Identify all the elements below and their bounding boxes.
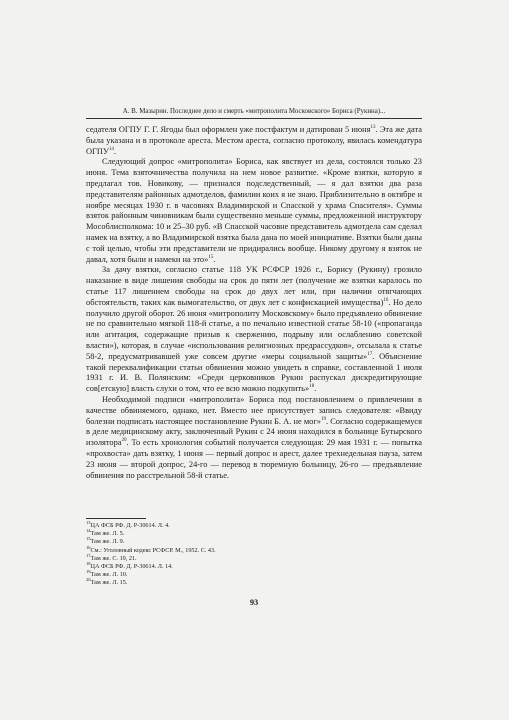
body-paragraph [86,157,422,265]
footnote-item [86,519,422,530]
footnote-item [86,530,422,538]
footnote-text: Там же. Л. 9. [90,538,125,546]
footnote-marker: 13 [370,125,376,131]
page-number: 93 [249,598,259,607]
paragraph-text: . Согласно содержащемуся в деле медицинскому акту, заключенный Рукин с 24 июня находился в больнице Бутырского изолятора [86,416,422,448]
body-paragraph [86,125,422,157]
footnote-item [86,552,422,563]
body-paragraph [86,265,422,395]
footnote-number: 13 [86,519,91,525]
footnote-number: 20 [86,577,91,583]
paragraph-text: Следующий допрос «митрополита» Бориса, как явствует из дела, состоялся только 23 июня. Тема взяточничества получила на нем новое развитие. «Кроме взятки, которую я предлагал тов. Новикову, — признался подследственный, — я дал взятки два раза представителям районных адмотделов, фамилии коих я не знаю. Приблизительно в октябре и ноябре месяцах 1930 г. в часовнях Владимирской и Спасской у храма Спасителя». Суммы взяток районным чиновникам были существенно меньше суммы, предложенной инструктору Мособлисполкома: 10 и 25–30 руб. «В Спасской часовне представитель адмотдела сам сделал намек на взятку, а во Владимирской взятка была дана по моей инициативе. Взятки были даны с той целью, чтобы эти представители не придирались вообще. Никому другому я взяток не давал, хотя были и намеки на это» [86,157,422,264]
footnote-text: Там же. Л. 15. [90,579,128,587]
footnote-separator [86,518,146,519]
footnote-number: 19 [86,569,91,575]
header-rule [86,118,422,119]
footnote-item [86,579,422,587]
footnote-item [86,538,422,546]
article-body [86,125,422,481]
paragraph-text: За дачу взятки, согласно статье 118 УК РСФСР 1926 г., Борису (Рукину) грозило наказание в виде лишения свободы на срок до пяти лет (получение же взятки каралось по статье 117 лишением свободы на срок до двух лет или, при наличии отягчающих обстоятельств, таких как вымогательство, от двух лет с конфискацией имущества) [86,265,422,307]
footnotes [86,519,422,588]
footnote-item [86,571,422,579]
footnote-number: 15 [86,536,91,542]
footnote-marker: 15 [208,254,214,260]
footnote-marker: 19 [320,416,326,422]
footnote-number: 14 [86,528,91,534]
footnote-text: ЦА ФСБ РФ. Д. Р-30614. Л. 14. [90,563,173,571]
footnote-text: Там же. С. 19, 21. [90,554,137,562]
paragraph-text: Необходимой подписи «митрополита» Бориса под постановлением о привлечении в качестве обвиняемого, однако, нет. Вместо нее присутствует запись следователя: «Ввиду болезни подписать настоящее постановление Рукин Б. А. не мог» [86,394,422,426]
footnote-text: Там же. Л. 5. [90,530,125,538]
running-header: А. В. Мазырин. Последнее дело и смерть «митрополита Московского» Бориса (Рукина)... [122,108,386,115]
paragraph-text: . Объяснение такой переквалификации статьи обвинения можно увидеть в справке, составленной 1 июля 1931 г. И. В. Полянским: «Среди церковников Рукин распускал дискредитирующие сов[етскую] власть слухи о том, что ее всю можно подкупить» [86,351,422,394]
footnote-marker: 20 [121,438,127,444]
paragraph-text: . Но дело получило другой оборот. 26 июня «митрополиту Московскому» было предъявлено обвинение не по сравнительно мягкой 118-й статье, а по печально известной статье 58-10 («пропаганда или агитация, содержащие призыв к свержению, подрыву или ослаблению советской власти»), которая, в случае «использования религиозных предрассудков», отсылала к статье 58-2, предусматривавшей уже совсем другие «меры социальной защиты» [86,297,422,361]
paragraph-text: . Эта же дата была указана и в протоколе ареста. Местом ареста, согласно протоколу, явилась комендатура ОГПУ [86,125,422,156]
footnote-item [86,560,422,571]
paragraph-text: . [113,146,116,156]
footnote-marker: 14 [108,146,114,152]
footnote-number: 18 [86,560,91,566]
footnote-marker: 16 [383,297,389,303]
footnote-item [86,544,422,555]
body-paragraph [86,395,422,481]
footnote-marker: 18 [309,384,315,390]
paragraph-text: седателя ОГПУ Г. Г. Ягоды был оформлен уже постфактум и датирован 5 июня [86,125,371,134]
paragraph-text: . То есть хронология событий получается следующая: 29 мая 1931 г. — попытка «прохвоста» дать взятку, 1 июня — первый допрос и арест, далее трехнедельная пауза, затем 23 июня — второй допрос, 24-го — перевод в тюремную больницу, 26-го — предъявление обвинения по расстрельной 58-й статье. [86,438,422,480]
footnote-number: 16 [86,544,91,550]
paragraph-text: . [314,384,317,394]
footnote-marker: 17 [367,351,373,357]
paragraph-text: . [213,254,216,264]
footnote-text: ЦА ФСБ РФ. Д. Р-30614. Л. 4. [90,522,170,529]
footnote-text: См.: Уголовный кодекс РСФСР. М., 1952. С. 43. [90,546,216,554]
footnote-text: Там же. Л. 10. [90,571,128,579]
footnote-number: 17 [86,552,91,558]
